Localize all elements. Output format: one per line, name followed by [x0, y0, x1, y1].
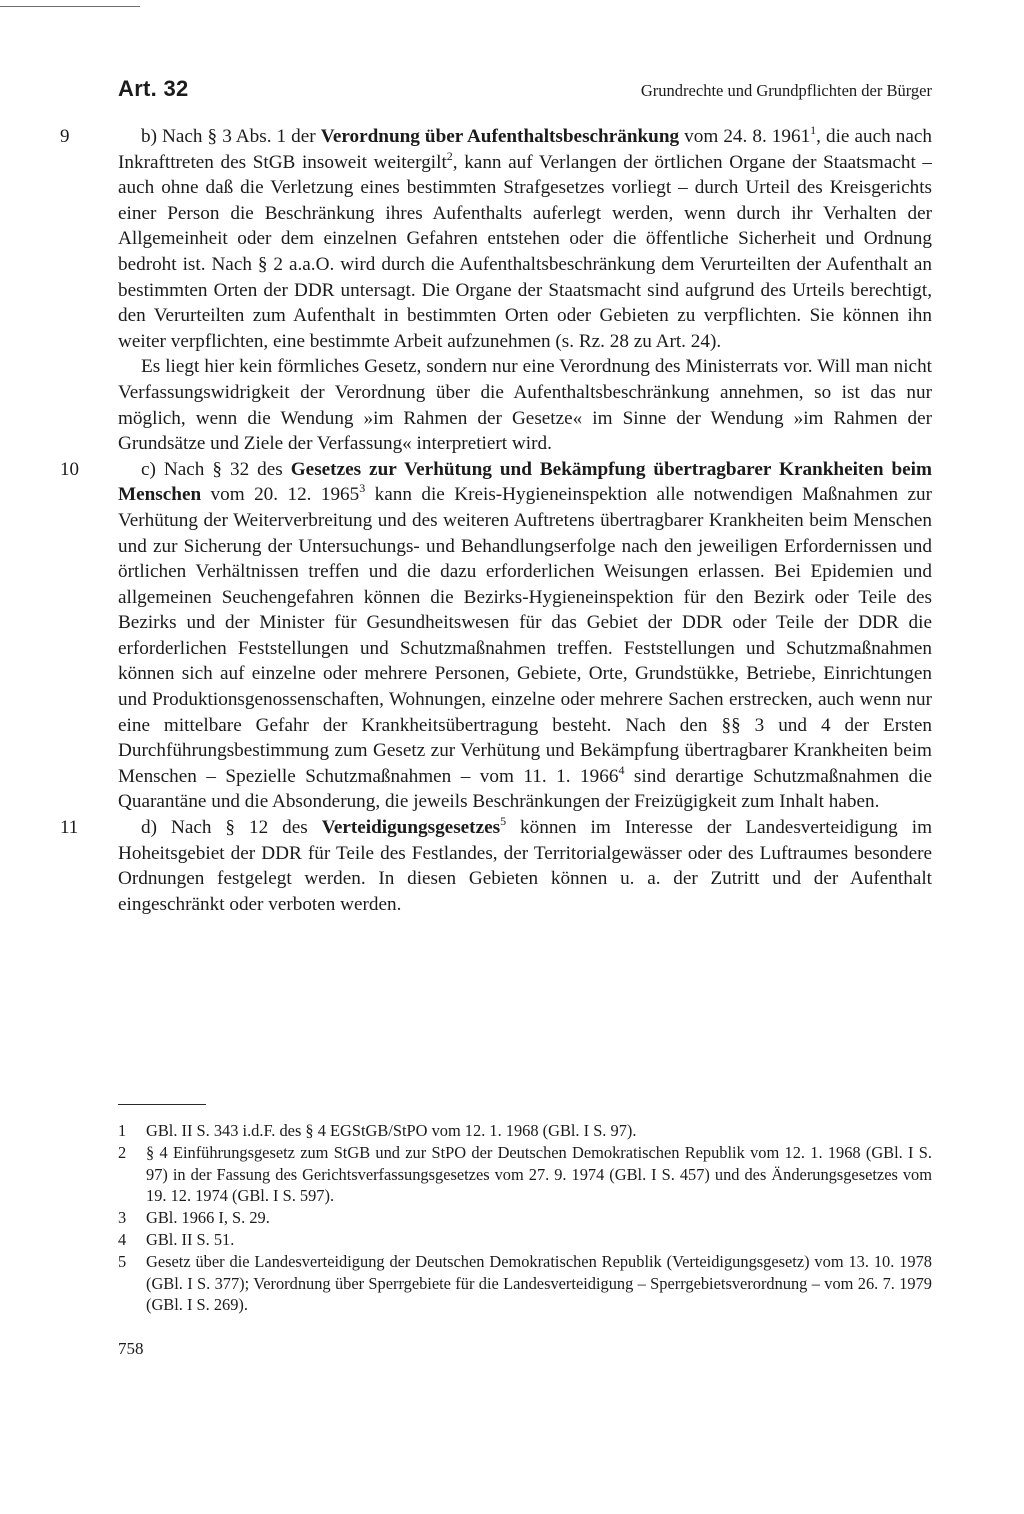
footnote-number: 4: [118, 1229, 127, 1249]
paragraph-10: 10 c) Nach § 32 des Gesetzes zur Verhütung und Bekämpfung übertragbarer Krankheiten beim Menschen vom 20. 12. 1965$^3$ kann die Kreis-Hygieneinspektion alle notwendigen Maßnahmen zur Verhütung der Weiterverbreitung und des weiteren Auftretens übertragbarer Krankheiten beim Menschen und zur Sicherung der Untersuchungs- und Behandlungserfolge nach den jeweiligen Erfordernissen und örtlichen Verhältnissen treffen und die dazu erforderlichen Weisungen erlassen. Bei Epidemien und allgemeinen Seuchengefahren können die Bezirks-Hygieneinspektion für den Bezirk oder Teile des Bezirks und der Minister für Gesundheitswesen für das Gebiet der DDR oder Teile der DDR die erforderlichen Feststellungen und Schutzmaßnahmen treffen. Feststellungen und Schutzmaßnahmen können sich auf einzelne oder mehrere Personen, Gebiete, Orte, Grundstükke, Betriebe, Einrichtungen und Produktionsgenossenschaften, Wohnungen, einzelne oder mehrere Sachen erstrecken, auch wenn nur eine mittelbare Gefahr der Krankheitsübertragung besteht. Nach den §§ 3 und 4 der Ersten Durchführungsbestimmung zum Gesetz zur Verhütung und Bekämpfung übertragbarer Krankheiten beim Menschen – Spezielle Schutzmaßnahmen – vom 11. 1. 1966$^4$ sind derartige Schutzmaßnahmen die Quarantäne und die Absonderung, die jeweils Beschränkungen der Freizügigkeit zum Inhalt haben.: [60, 458, 932, 813]
footnote-rule: [118, 1104, 206, 1105]
footnote: [118, 1142, 932, 1207]
top-rule: [0, 6, 140, 7]
running-title: Grundrechte und Grundpflichten der Bürger: [640, 81, 932, 100]
footnote: [118, 1251, 932, 1316]
margin-number: 10: [60, 458, 79, 480]
page-header: [118, 76, 932, 102]
footnote-text: Gesetz über die Landesverteidigung der Deutschen Demokratischen Republik (Verteidigungsgesetz) vom 13. 10. 1978 (GBl. I S. 377); Verordnung über Sperrgebiete für die Landesverteidigung – Sperrgebietsverordnung – vom 26. 7. 1979 (GBl. I S. 269).: [146, 1251, 932, 1315]
margin-number: 9: [60, 126, 70, 147]
footnote-ref: 2: [446, 148, 453, 163]
footnotes: [118, 1120, 932, 1316]
footnote: [118, 1120, 932, 1142]
footnote-number: 5: [118, 1251, 127, 1271]
page-number: 758: [118, 1339, 144, 1358]
law-title: Gesetzes zur Verhütung und Bekämpfung übertragbarer Krankheiten beim Menschen: [118, 458, 932, 506]
footnote-number: 3: [118, 1208, 127, 1228]
law-title: Verteidigungsgesetzes: [321, 817, 501, 839]
body-text: [60, 123, 933, 917]
law-title: Verordnung über Aufenthaltsbeschränkung: [320, 126, 680, 147]
footnote: [118, 1229, 932, 1251]
footnote-ref: 5: [500, 814, 507, 829]
paragraph-9-continued: Es liegt hier kein förmliches Gesetz, sondern nur eine Verordnung des Ministerrats vor. Will man nicht Verfassungswidrigkeit der Verordnung über die Aufenthaltsbeschränkung annehmen, so ist das nur möglich, wenn die Wendung »im Rahmen der Gesetze« im Sinne der Wendung »im Rahmen der Grundsätze und Ziele der Verfassung« interpretiert wird.: [118, 356, 932, 455]
footnote-text: GBl. 1966 I, S. 29.: [146, 1208, 270, 1228]
footnote-number: 2: [118, 1142, 127, 1162]
footnote: [118, 1207, 932, 1229]
footnote-ref: 1: [810, 123, 817, 137]
margin-number: 11: [60, 817, 79, 839]
paragraph-11: 11 d) Nach § 12 des Verteidigungsgesetzes$^5$ können im Interesse der Landesverteidigung im Hoheitsgebiet der DDR für Teile des Festlandes, der Territorialgewässer oder des Luftraumes besondere Ordnungen festgelegt werden. In diesen Gebieten können u. a. der Zutritt und der Aufenthalt eingeschränkt oder verboten werden.: [60, 814, 933, 915]
footnote-text: GBl. II S. 343 i.d.F. des § 4 EGStGB/StPO vom 12. 1. 1968 (GBl. I S. 97).: [146, 1121, 637, 1140]
footnote-ref: 3: [359, 481, 366, 496]
paragraph-9: 9 b) Nach § 3 Abs. 1 der Verordnung über Aufenthaltsbeschränkung vom 24. 8. 1961$^1$, die auch nach Inkrafttreten des StGB insoweit weitergilt$^2$, kann auf Verlangen der örtlichen Organe der Staatsmacht – auch ohne daß die Verletzung eines bestimmten Strafgesetzes vorliegt – durch Urteil des Kreisgerichts einer Person die Beschränkung ihres Aufenthalts auferlegt werden, wenn durch ihr Verhalten der Allgemeinheit oder dem einzelnen Gefahren entstehen oder die öffentliche Sicherheit und Ordnung bedroht ist. Nach § 2 a.a.O. wird durch die Aufenthaltsbeschränkung dem Verurteilten der Aufenthalt an bestimmten Orten der DDR untersagt. Die Organe der Staatsmacht sind aufgrund des Urteils berechtigt, den Verurteilten zum Aufenthalt in bestimmten Orten oder Gebieten zu verpflichten. Sie können ihn weiter verpflichten, eine bestimmte Arbeit aufzunehmen (s. Rz. 28 zu Art. 24).: [60, 123, 932, 352]
footnote-text: GBl. II S. 51.: [146, 1229, 235, 1249]
footnote-number: 1: [118, 1121, 127, 1140]
article-label: Art. 32: [118, 76, 189, 101]
footnote-text: § 4 Einführungsgesetz zum StGB und zur StPO der Deutschen Demokratischen Republik vom 12. 1. 1968 (GBl. I S. 97) in der Fassung des Gerichtsverfassungsgesetzes vom 27. 9. 1974 (GBl. I S. 457) und des Änderungsgesetzes vom 19. 12. 1974 (GBl. I S. 597).: [146, 1142, 932, 1206]
footnote-ref: 4: [618, 762, 625, 777]
